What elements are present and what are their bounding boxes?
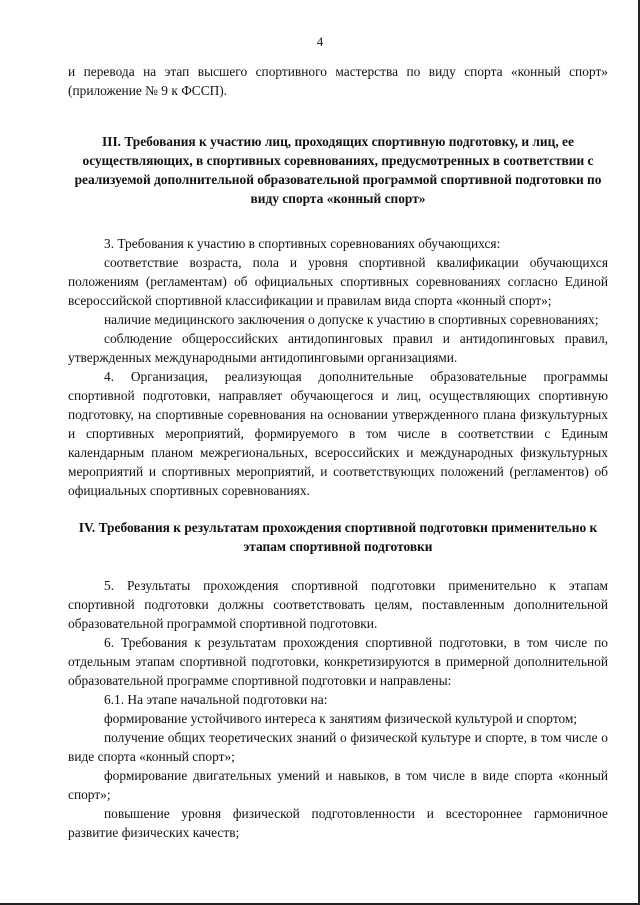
- section-3-paragraph: 3. Требования к участию в спортивных соревнованиях обучающихся:: [104, 236, 501, 251]
- section-4-paragraph: повышение уровня физической подготовленности и всестороннее гармоничное развитие физических качеств;: [68, 806, 608, 840]
- section-4-paragraph: получение общих теоретических знаний о физической культуре и спорте, в том числе о виде спорта «конный спорт»;: [68, 730, 608, 764]
- section-4-paragraph: формирование двигательных умений и навыков, в том числе в виде спорта «конный спорт»;: [68, 768, 608, 802]
- section-3-heading: III. Требования к участию лиц, проходящих спортивную подготовку, и лиц, ее осуществляющих, в спортивных соревнованиях, предусмотренных в соответствии с реализуемой дополнительной образовательной программой спортивной подготовки по виду спорта «конный спорт»: [74, 134, 602, 206]
- section-3-paragraph: соответствие возраста, пола и уровня спортивной квалификации обучающихся положениям (регламентам) об официальных спортивных соревнованиях согласно Единой всероссийской спортивной классификации и правилам вида спорта «конный спорт»;: [68, 255, 608, 308]
- section-4-heading: IV. Требования к результатам прохождения спортивной подготовки применительно к этапам спортивной подготовки: [78, 520, 598, 554]
- section-3-paragraph: наличие медицинского заключения о допуске к участию в спортивных соревнованиях;: [104, 312, 599, 327]
- section-4-paragraph: формирование устойчивого интереса к занятиям физической культурой и спортом;: [104, 711, 578, 726]
- page-number: 4: [316, 34, 324, 49]
- section-4-paragraph: 6.1. На этапе начальной подготовки на:: [104, 692, 328, 707]
- document-body: [68, 62, 608, 842]
- section-3-paragraph: 4. Организация, реализующая дополнительные образовательные программы спортивной подготовки, направляет обучающегося и лиц, осуществляющих спортивную подготовку, на спортивные соревнования на основании утвержденного плана физкультурных и спортивных мероприятий, формируемого в том числе в соответствии с Единым календарным планом межрегиональных, всероссийских и международных физкультурных мероприятий и спортивных мероприятий, и соответствующих положений (регламентов) об официальных спортивных соревнованиях.: [68, 369, 608, 498]
- intro-paragraph: и перевода на этап высшего спортивного мастерства по виду спорта «конный спорт» (приложение № 9 к ФССП).: [68, 64, 608, 98]
- section-4-paragraph: 5. Результаты прохождения спортивной подготовки применительно к этапам спортивной подготовки должны соответствовать целям, поставленным дополнительной образовательной программой спортивной подготовки.: [68, 578, 608, 631]
- section-3-paragraph: соблюдение общероссийских антидопинговых правил и антидопинговых правил, утвержденных международными антидопинговыми организациями.: [68, 331, 608, 365]
- section-4-paragraph: 6. Требования к результатам прохождения спортивной подготовки, в том числе по отдельным этапам спортивной подготовки, конкретизируются в примерной дополнительной образовательной программе спортивной подготовки и направлены:: [68, 635, 608, 688]
